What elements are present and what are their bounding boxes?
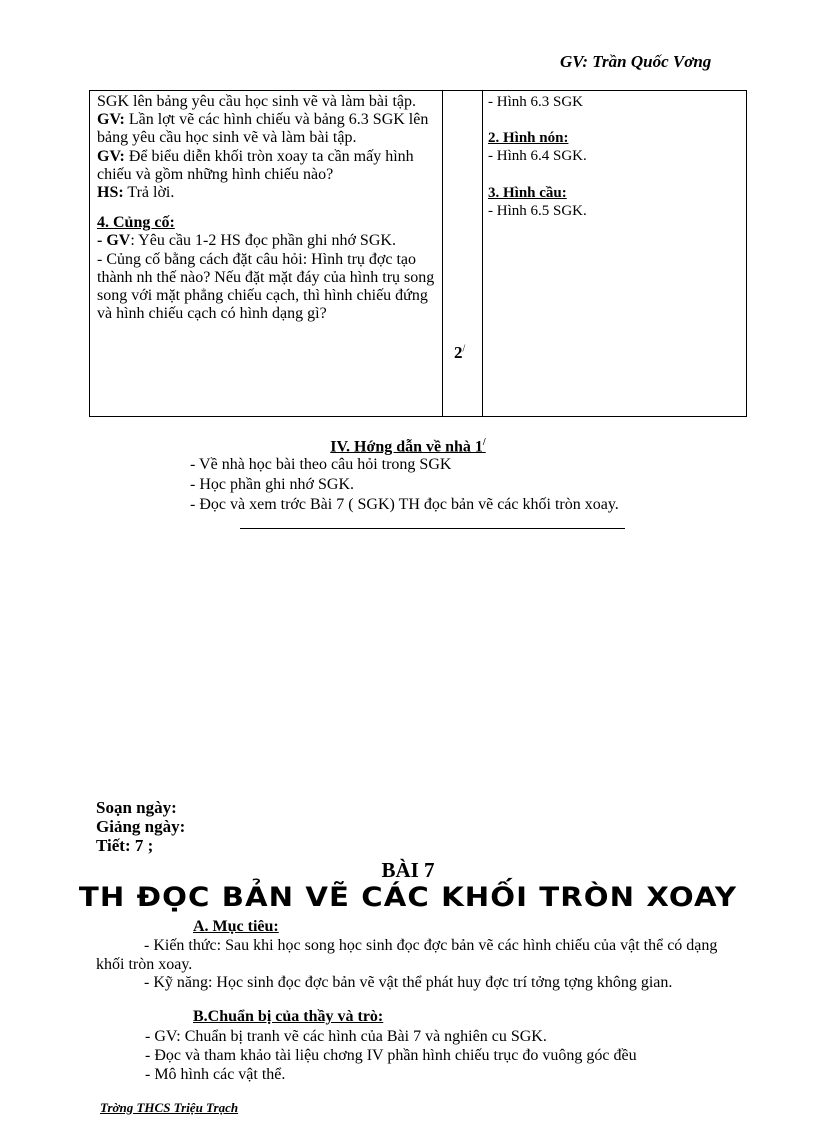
school-footer: Trờng THCS Triệu Trạch xyxy=(100,1100,239,1115)
lesson-meta xyxy=(96,798,185,855)
activity-column xyxy=(97,93,437,323)
objective-knowledge: - Kiến thức: Sau khi học song học sinh đọc đợc bản vẽ các hình chiếu của vật thể có dạng khối tròn xoay. xyxy=(96,937,718,973)
content-heading: 3. Hình cầu: xyxy=(488,184,567,201)
consolidation-heading: 4. Củng cố: xyxy=(97,214,175,232)
activity-paragraph: GV: Để biểu diễn khối tròn xoay ta cần mấy hình chiếu và gồm những hình chiếu nào? xyxy=(97,147,414,183)
activity-paragraph: - Củng cố bằng cách đặt câu hỏi: Hình trụ đợc tạo thành nh thế nào? Nếu đặt mặt đáy của hình trụ song song với mặt phẳng chiếu cạch, thì hình chiếu đứng và hình chiếu cạch có hình dạng gì? xyxy=(97,250,435,323)
activity-paragraph: HS: Trả lời. xyxy=(97,184,175,202)
lesson-table xyxy=(89,90,747,417)
prep-date: Soạn ngày: xyxy=(96,798,177,817)
table-divider xyxy=(482,91,483,416)
preparation-item: - Mô hình các vật thể. xyxy=(145,1066,286,1083)
preparation-item: - Đọc và tham khảo tài liệu chơng IV phần hình chiếu trục đo vuông góc đều xyxy=(145,1047,637,1064)
author-header: GV: Trần Quốc Vơng xyxy=(560,52,712,71)
content-column xyxy=(488,93,738,220)
activity-paragraph: SGK lên bảng yêu cầu học sinh vẽ và làm bài tập. xyxy=(97,93,417,110)
lesson-number: BÀI 7 xyxy=(381,858,435,882)
preparation-heading: B.Chuẩn bị của thầy và trò: xyxy=(193,1008,384,1025)
content-item: - Hình 6.5 SGK. xyxy=(488,202,587,219)
homework-item: - Về nhà học bài theo câu hỏi trong SGK xyxy=(190,456,452,473)
objective-skill: - Kỹ năng: Học sinh đọc đợc bản vẽ vật thể phát huy đợc trí tởng tợng không gian. xyxy=(144,974,673,991)
activity-paragraph: GV: Lần lợt vẽ các hình chiếu và bảng 6.3 SGK lên bảng yêu cầu học sinh vẽ và làm bài tập. xyxy=(97,111,429,147)
activity-paragraph: - GV: Yêu cầu 1-2 HS đọc phần ghi nhớ SGK. xyxy=(97,232,396,250)
homework-item: - Đọc và xem trớc Bài 7 ( SGK) TH đọc bản vẽ các khối tròn xoay. xyxy=(190,496,619,513)
lesson-title: TH ĐỌC BẢN VẼ CÁC KHỐI TRÒN XOAY xyxy=(78,882,738,913)
teach-date: Giảng ngày: xyxy=(96,817,186,836)
preparation-list xyxy=(145,1027,637,1084)
time-cell: 2/ xyxy=(454,343,466,362)
section-divider xyxy=(240,528,625,529)
homework-title: IV. Hớng dẫn về nhà 1/ xyxy=(330,437,486,456)
content-item: - Hình 6.4 SGK. xyxy=(488,148,587,165)
content-item: - Hình 6.3 SGK xyxy=(488,94,584,110)
content-heading: 2. Hình nón: xyxy=(488,130,569,147)
period-number: Tiết: 7 ; xyxy=(96,836,154,855)
table-divider xyxy=(442,91,443,416)
preparation-item: - GV: Chuẩn bị tranh vẽ các hình của Bài 7 và nghiên cu SGK. xyxy=(145,1028,547,1045)
homework-list xyxy=(190,455,619,515)
objectives-heading: A. Mục tiêu: xyxy=(193,918,279,935)
homework-item: - Học phần ghi nhớ SGK. xyxy=(190,476,354,493)
